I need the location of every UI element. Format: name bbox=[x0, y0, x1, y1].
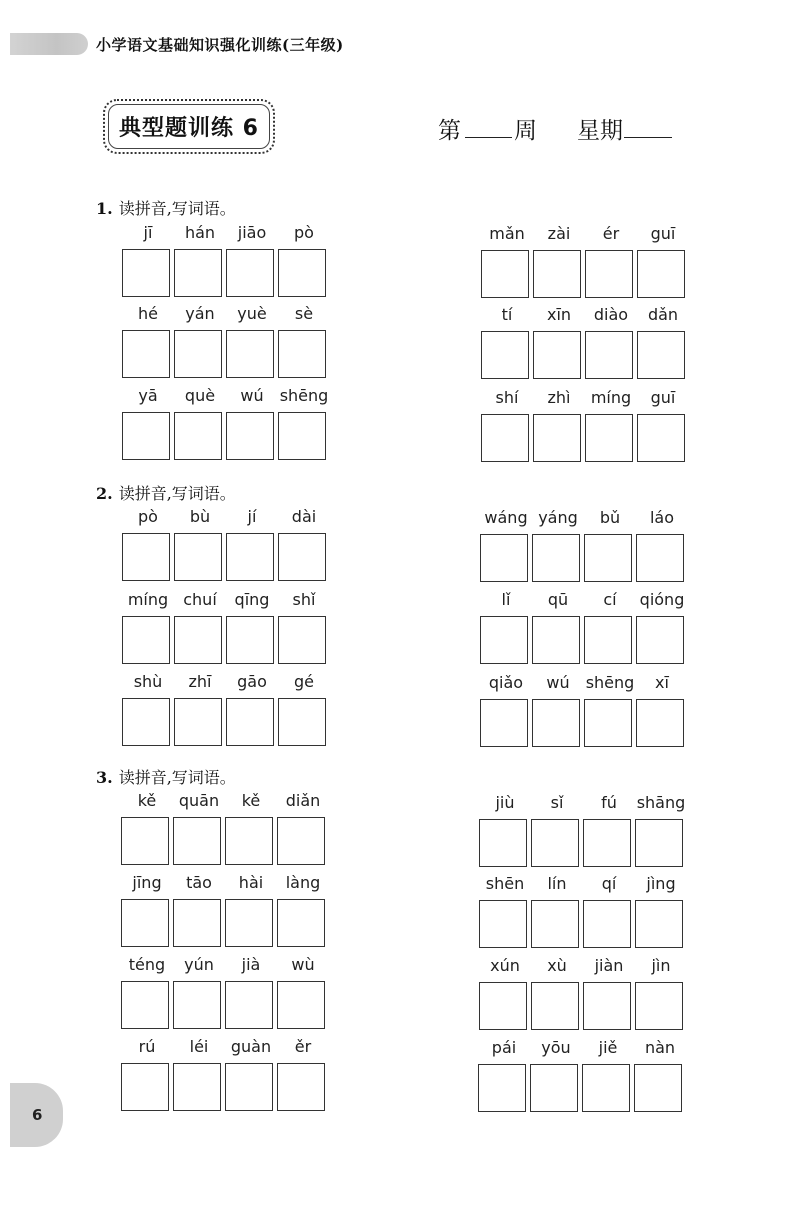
pinyin-syllable: qiǎo bbox=[488, 673, 524, 692]
character-answer-box[interactable] bbox=[533, 250, 581, 298]
pinyin-row bbox=[122, 223, 330, 245]
character-answer-box[interactable] bbox=[481, 331, 529, 379]
answer-box-row bbox=[121, 817, 329, 865]
character-answer-box[interactable] bbox=[121, 899, 169, 947]
character-answer-box[interactable] bbox=[226, 698, 274, 746]
pinyin-syllable: yā bbox=[138, 386, 158, 405]
pinyin-syllable: shǐ bbox=[292, 590, 316, 609]
pinyin-syllable: ěr bbox=[294, 1037, 312, 1056]
section-1-number: 1. bbox=[96, 199, 113, 218]
word-group bbox=[122, 507, 330, 581]
pinyin-row bbox=[480, 508, 688, 530]
pinyin-syllable: xī bbox=[655, 673, 669, 692]
character-answer-box[interactable] bbox=[533, 414, 581, 462]
character-answer-box[interactable] bbox=[277, 817, 325, 865]
answer-box-row bbox=[480, 699, 688, 747]
pinyin-syllable: lín bbox=[547, 874, 567, 893]
pinyin-syllable: láo bbox=[649, 508, 675, 527]
character-answer-box[interactable] bbox=[582, 1064, 630, 1112]
word-group bbox=[479, 793, 687, 867]
word-group bbox=[479, 874, 687, 948]
character-answer-box[interactable] bbox=[278, 249, 326, 297]
character-answer-box[interactable] bbox=[174, 698, 222, 746]
pinyin-syllable: wù bbox=[291, 955, 315, 974]
character-answer-box[interactable] bbox=[634, 1064, 682, 1112]
pinyin-syllable: jià bbox=[241, 955, 261, 974]
answer-box-row bbox=[121, 899, 329, 947]
pinyin-syllable: qióng bbox=[639, 590, 685, 609]
pinyin-syllable: hán bbox=[184, 223, 216, 242]
character-answer-box[interactable] bbox=[481, 414, 529, 462]
character-answer-box[interactable] bbox=[278, 412, 326, 460]
pinyin-syllable: jiàn bbox=[594, 956, 624, 975]
answer-box-row bbox=[479, 900, 687, 948]
character-answer-box[interactable] bbox=[226, 616, 274, 664]
pinyin-syllable: guī bbox=[650, 224, 676, 243]
character-answer-box[interactable] bbox=[173, 1063, 221, 1111]
pinyin-row bbox=[121, 955, 329, 977]
pinyin-row bbox=[121, 1037, 329, 1059]
pinyin-syllable: lǐ bbox=[501, 590, 511, 609]
character-answer-box[interactable] bbox=[532, 699, 580, 747]
word-group bbox=[121, 873, 329, 947]
word-group bbox=[121, 1037, 329, 1111]
answer-box-row bbox=[122, 616, 330, 664]
pinyin-syllable: wú bbox=[546, 673, 570, 692]
pinyin-syllable: sǐ bbox=[550, 793, 564, 812]
character-answer-box[interactable] bbox=[584, 534, 632, 582]
character-answer-box[interactable] bbox=[583, 900, 631, 948]
word-group bbox=[122, 223, 330, 297]
character-answer-box[interactable] bbox=[277, 981, 325, 1029]
character-answer-box[interactable] bbox=[225, 817, 273, 865]
header-tab-decoration bbox=[10, 33, 88, 55]
pinyin-syllable: què bbox=[184, 386, 216, 405]
character-answer-box[interactable] bbox=[278, 533, 326, 581]
pinyin-row bbox=[121, 873, 329, 895]
character-answer-box[interactable] bbox=[636, 534, 684, 582]
character-answer-box[interactable] bbox=[277, 1063, 325, 1111]
pinyin-syllable: shēng bbox=[279, 386, 329, 405]
pinyin-syllable: pái bbox=[491, 1038, 517, 1057]
character-answer-box[interactable] bbox=[121, 1063, 169, 1111]
word-group bbox=[121, 955, 329, 1029]
character-answer-box[interactable] bbox=[122, 698, 170, 746]
word-group bbox=[479, 956, 687, 1030]
pinyin-syllable: téng bbox=[128, 955, 166, 974]
pinyin-syllable: jī bbox=[143, 223, 153, 242]
pinyin-row bbox=[122, 386, 330, 408]
pinyin-row bbox=[479, 793, 687, 815]
character-answer-box[interactable] bbox=[174, 249, 222, 297]
pinyin-syllable: quān bbox=[178, 791, 220, 810]
pinyin-syllable: bù bbox=[189, 507, 211, 526]
answer-box-row bbox=[122, 249, 330, 297]
pinyin-syllable: fú bbox=[601, 793, 617, 812]
pinyin-syllable: shēng bbox=[585, 673, 635, 692]
character-answer-box[interactable] bbox=[173, 899, 221, 947]
pinyin-syllable: guī bbox=[650, 388, 676, 407]
pinyin-syllable: chuí bbox=[183, 590, 217, 609]
character-answer-box[interactable] bbox=[584, 616, 632, 664]
pinyin-syllable: làng bbox=[285, 873, 321, 892]
answer-box-row bbox=[479, 819, 687, 867]
week-label-zhou: 周 bbox=[514, 118, 537, 144]
pinyin-syllable: jìn bbox=[651, 956, 671, 975]
character-answer-box[interactable] bbox=[174, 616, 222, 664]
character-answer-box[interactable] bbox=[479, 900, 527, 948]
pinyin-syllable: dài bbox=[291, 507, 317, 526]
pinyin-syllable: xīn bbox=[546, 305, 572, 324]
page-number: 6 bbox=[32, 1106, 43, 1124]
pinyin-syllable: yōu bbox=[541, 1038, 571, 1057]
section-2-instruction: 读拼音,写词语。 bbox=[118, 484, 236, 503]
character-answer-box[interactable] bbox=[636, 616, 684, 664]
section-3-instruction: 读拼音,写词语。 bbox=[118, 768, 236, 787]
pinyin-syllable: kě bbox=[137, 791, 157, 810]
character-answer-box[interactable] bbox=[532, 616, 580, 664]
pinyin-syllable: tí bbox=[501, 305, 513, 324]
pinyin-syllable: xún bbox=[490, 956, 520, 975]
character-answer-box[interactable] bbox=[481, 250, 529, 298]
pinyin-syllable: mǎn bbox=[489, 224, 525, 243]
pinyin-syllable: dǎn bbox=[647, 305, 679, 324]
word-group bbox=[121, 791, 329, 865]
pinyin-syllable: léi bbox=[189, 1037, 209, 1056]
word-group bbox=[122, 590, 330, 664]
pinyin-syllable: hài bbox=[238, 873, 264, 892]
character-answer-box[interactable] bbox=[480, 699, 528, 747]
word-group bbox=[478, 1038, 686, 1112]
character-answer-box[interactable] bbox=[583, 819, 631, 867]
character-answer-box[interactable] bbox=[479, 819, 527, 867]
character-answer-box[interactable] bbox=[585, 250, 633, 298]
character-answer-box[interactable] bbox=[636, 699, 684, 747]
pinyin-syllable: ér bbox=[602, 224, 620, 243]
pinyin-syllable: jīng bbox=[132, 873, 162, 892]
pinyin-row bbox=[481, 224, 689, 246]
character-answer-box[interactable] bbox=[226, 412, 274, 460]
pinyin-row bbox=[481, 305, 689, 327]
character-answer-box[interactable] bbox=[278, 698, 326, 746]
word-group bbox=[481, 224, 689, 298]
character-answer-box[interactable] bbox=[531, 982, 579, 1030]
character-answer-box[interactable] bbox=[122, 412, 170, 460]
answer-box-row bbox=[481, 414, 689, 462]
pinyin-syllable: qīng bbox=[234, 590, 270, 609]
pinyin-syllable: míng bbox=[127, 590, 169, 609]
character-answer-box[interactable] bbox=[637, 331, 685, 379]
pinyin-syllable: yuè bbox=[237, 304, 267, 323]
answer-box-row bbox=[121, 1063, 329, 1111]
pinyin-syllable: jiāo bbox=[237, 223, 267, 242]
character-answer-box[interactable] bbox=[121, 817, 169, 865]
word-group bbox=[481, 305, 689, 379]
character-answer-box[interactable] bbox=[583, 982, 631, 1030]
character-answer-box[interactable] bbox=[584, 699, 632, 747]
pinyin-row bbox=[122, 507, 330, 529]
answer-box-row bbox=[481, 250, 689, 298]
pinyin-syllable: zhī bbox=[188, 672, 212, 691]
pinyin-syllable: shù bbox=[133, 672, 163, 691]
pinyin-syllable: zài bbox=[547, 224, 571, 243]
section-2-heading bbox=[96, 481, 236, 504]
answer-box-row bbox=[479, 982, 687, 1030]
character-answer-box[interactable] bbox=[585, 331, 633, 379]
character-answer-box[interactable] bbox=[174, 330, 222, 378]
pinyin-syllable: rú bbox=[138, 1037, 156, 1056]
pinyin-syllable: xù bbox=[547, 956, 567, 975]
pinyin-syllable: yún bbox=[184, 955, 214, 974]
character-answer-box[interactable] bbox=[174, 412, 222, 460]
pinyin-syllable: jí bbox=[247, 507, 257, 526]
pinyin-syllable: bǔ bbox=[599, 508, 621, 527]
character-answer-box[interactable] bbox=[225, 899, 273, 947]
word-group bbox=[480, 673, 688, 747]
week-label-di: 第 bbox=[438, 118, 461, 144]
character-answer-box[interactable] bbox=[637, 414, 685, 462]
pinyin-syllable: zhì bbox=[547, 388, 571, 407]
pinyin-syllable: kě bbox=[241, 791, 261, 810]
book-title: 小学语文基础知识强化训练(三年级) bbox=[96, 36, 344, 54]
pinyin-syllable: tāo bbox=[186, 873, 212, 892]
pinyin-syllable: diǎn bbox=[285, 791, 321, 810]
character-answer-box[interactable] bbox=[225, 1063, 273, 1111]
pinyin-row bbox=[122, 304, 330, 326]
character-answer-box[interactable] bbox=[225, 981, 273, 1029]
pinyin-syllable: wáng bbox=[484, 508, 528, 527]
character-answer-box[interactable] bbox=[480, 534, 528, 582]
week-number-blank[interactable] bbox=[465, 137, 512, 138]
character-answer-box[interactable] bbox=[122, 616, 170, 664]
pinyin-syllable: jìng bbox=[646, 874, 676, 893]
character-answer-box[interactable] bbox=[480, 616, 528, 664]
word-group bbox=[122, 304, 330, 378]
character-answer-box[interactable] bbox=[635, 982, 683, 1030]
character-answer-box[interactable] bbox=[637, 250, 685, 298]
pinyin-syllable: jiě bbox=[598, 1038, 618, 1057]
pinyin-syllable: nàn bbox=[644, 1038, 676, 1057]
pinyin-syllable: qū bbox=[547, 590, 569, 609]
character-answer-box[interactable] bbox=[173, 817, 221, 865]
pinyin-syllable: pò bbox=[294, 223, 314, 242]
character-answer-box[interactable] bbox=[226, 249, 274, 297]
training-title: 典型题训练 6 bbox=[119, 116, 259, 141]
pinyin-syllable: jiù bbox=[495, 793, 515, 812]
answer-box-row bbox=[480, 534, 688, 582]
pinyin-syllable: wú bbox=[240, 386, 264, 405]
character-answer-box[interactable] bbox=[278, 616, 326, 664]
pinyin-row bbox=[479, 956, 687, 978]
character-answer-box[interactable] bbox=[479, 982, 527, 1030]
pinyin-syllable: guàn bbox=[230, 1037, 272, 1056]
character-answer-box[interactable] bbox=[226, 330, 274, 378]
answer-box-row bbox=[480, 616, 688, 664]
pinyin-syllable: gé bbox=[294, 672, 314, 691]
character-answer-box[interactable] bbox=[532, 534, 580, 582]
pinyin-syllable: yán bbox=[185, 304, 215, 323]
pinyin-syllable: sè bbox=[294, 304, 314, 323]
weekday-label: 星期 bbox=[577, 118, 623, 144]
pinyin-syllable: yáng bbox=[538, 508, 578, 527]
pinyin-row bbox=[122, 672, 330, 694]
answer-box-row bbox=[478, 1064, 686, 1112]
section-3-heading bbox=[96, 765, 236, 788]
pinyin-syllable: shēn bbox=[485, 874, 525, 893]
character-answer-box[interactable] bbox=[478, 1064, 526, 1112]
word-group bbox=[481, 388, 689, 462]
answer-box-row bbox=[481, 331, 689, 379]
pinyin-row bbox=[479, 874, 687, 896]
pinyin-syllable: shí bbox=[495, 388, 519, 407]
pinyin-row bbox=[122, 590, 330, 612]
answer-box-row bbox=[122, 698, 330, 746]
training-title-frame bbox=[103, 99, 275, 154]
character-answer-box[interactable] bbox=[122, 330, 170, 378]
pinyin-row bbox=[121, 791, 329, 813]
answer-box-row bbox=[122, 330, 330, 378]
pinyin-syllable: míng bbox=[590, 388, 632, 407]
word-group bbox=[122, 386, 330, 460]
pinyin-syllable: gāo bbox=[237, 672, 267, 691]
character-answer-box[interactable] bbox=[226, 533, 274, 581]
character-answer-box[interactable] bbox=[585, 414, 633, 462]
pinyin-row bbox=[478, 1038, 686, 1060]
section-1-instruction: 读拼音,写词语。 bbox=[118, 199, 236, 218]
section-3-number: 3. bbox=[96, 768, 113, 787]
character-answer-box[interactable] bbox=[122, 533, 170, 581]
pinyin-syllable: shāng bbox=[636, 793, 686, 812]
section-2-number: 2. bbox=[96, 484, 113, 503]
character-answer-box[interactable] bbox=[278, 330, 326, 378]
pinyin-row bbox=[481, 388, 689, 410]
section-1-heading bbox=[96, 196, 236, 219]
character-answer-box[interactable] bbox=[173, 981, 221, 1029]
word-group bbox=[480, 508, 688, 582]
pinyin-row bbox=[480, 673, 688, 695]
character-answer-box[interactable] bbox=[121, 981, 169, 1029]
word-group bbox=[480, 590, 688, 664]
character-answer-box[interactable] bbox=[530, 1064, 578, 1112]
answer-box-row bbox=[121, 981, 329, 1029]
character-answer-box[interactable] bbox=[635, 900, 683, 948]
character-answer-box[interactable] bbox=[531, 819, 579, 867]
answer-box-row bbox=[122, 412, 330, 460]
character-answer-box[interactable] bbox=[531, 900, 579, 948]
character-answer-box[interactable] bbox=[533, 331, 581, 379]
pinyin-row bbox=[480, 590, 688, 612]
answer-box-row bbox=[122, 533, 330, 581]
pinyin-syllable: pò bbox=[138, 507, 158, 526]
weekday-blank[interactable] bbox=[624, 137, 672, 138]
character-answer-box[interactable] bbox=[174, 533, 222, 581]
pinyin-syllable: qí bbox=[601, 874, 617, 893]
pinyin-syllable: hé bbox=[138, 304, 158, 323]
word-group bbox=[122, 672, 330, 746]
pinyin-syllable: diào bbox=[593, 305, 629, 324]
pinyin-syllable: cí bbox=[603, 590, 617, 609]
character-answer-box[interactable] bbox=[635, 819, 683, 867]
character-answer-box[interactable] bbox=[122, 249, 170, 297]
character-answer-box[interactable] bbox=[277, 899, 325, 947]
